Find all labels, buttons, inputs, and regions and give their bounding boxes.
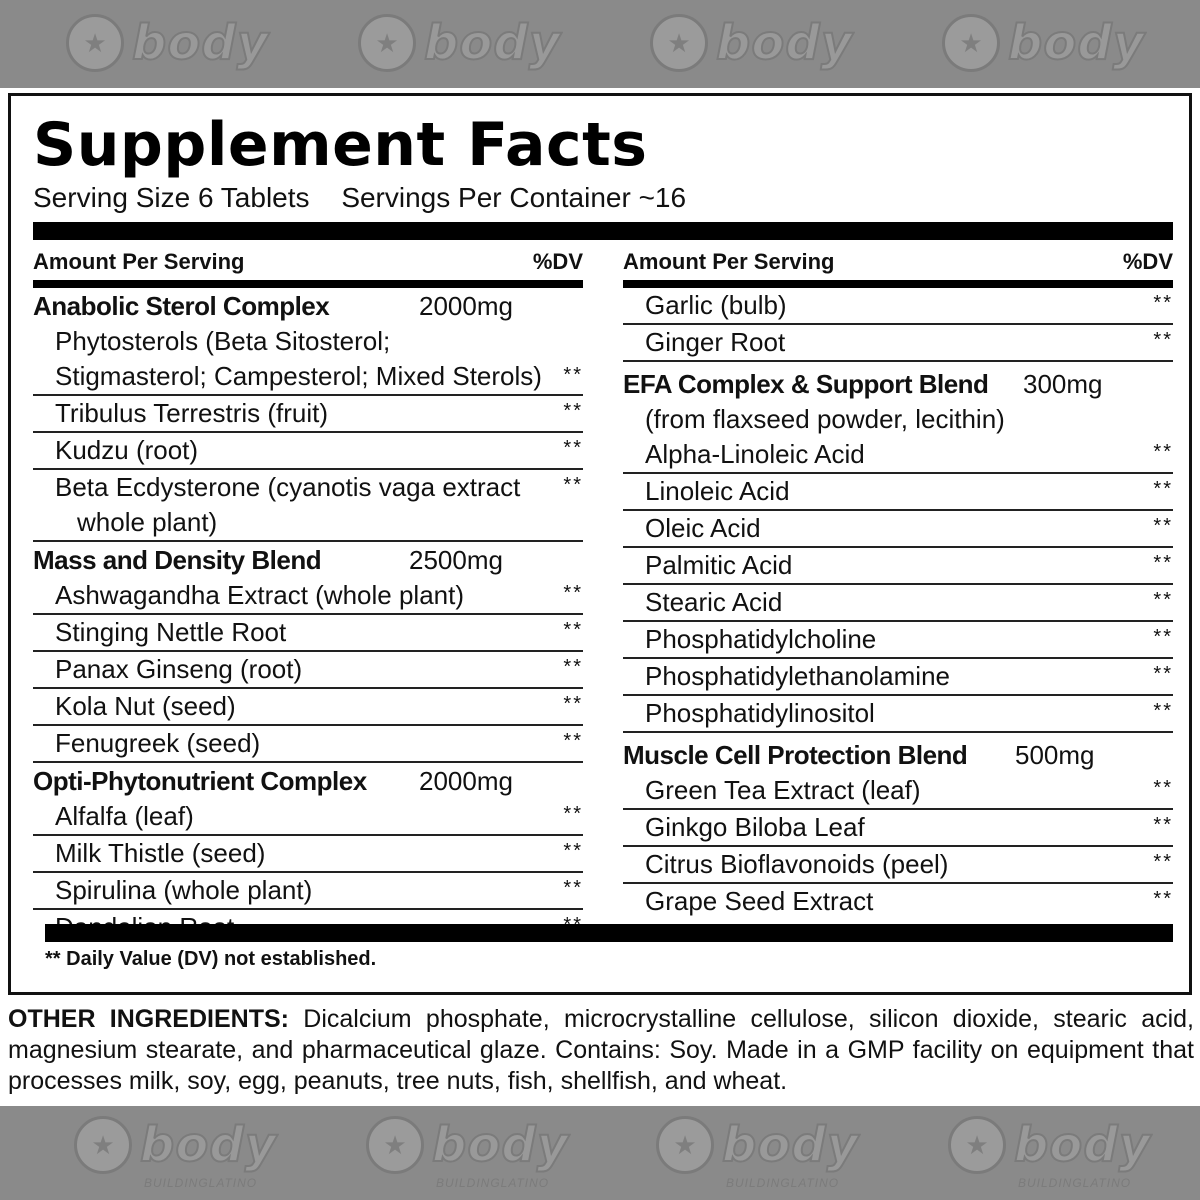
ingredient-row (623, 659, 1173, 696)
ingredient-name: Linoleic Acid (645, 476, 790, 506)
watermark-word: body (716, 15, 853, 71)
ingredient-name: Garlic (bulb) (645, 290, 787, 320)
dv-label: %DV (532, 249, 583, 274)
ingredient-name-line: Ashwagandha Extract (whole plant) (55, 580, 465, 610)
header-rule (623, 280, 1173, 288)
daily-value: ** (1153, 700, 1173, 722)
watermark-figure-icon: ★ (948, 1116, 1006, 1174)
watermark-figure-icon: ★ (358, 14, 416, 72)
serving-info (33, 182, 686, 214)
blend-name: EFA Complex & Support Blend (623, 368, 989, 399)
ingredient-name-line: Milk Thistle (seed) (55, 838, 266, 868)
ingredient-name (55, 396, 328, 431)
top-thick-rule (33, 222, 1173, 240)
ingredient-name-line: Tribulus Terrestris (fruit) (55, 398, 329, 428)
blend-amount: 300mg (1023, 368, 1103, 399)
ingredient-row (623, 622, 1173, 659)
ingredient-row (33, 726, 583, 763)
ingredient-row (33, 324, 583, 396)
watermark-logo (650, 14, 853, 72)
dv-label: %DV (1122, 249, 1173, 274)
blend-name: Mass and Density Blend (33, 544, 322, 575)
daily-value: ** (1153, 292, 1173, 314)
daily-value: ** (563, 693, 583, 715)
ingredient-row (623, 810, 1173, 847)
ingredient-name-line: Spirulina (whole plant) (55, 875, 313, 905)
ingredient-row (623, 437, 1173, 474)
watermark-word: body (424, 15, 561, 71)
ingredient-row (623, 288, 1173, 325)
ingredient-name-line: whole plant) (77, 507, 218, 537)
ingredient-row (33, 873, 583, 910)
watermark-logo (74, 1116, 277, 1190)
watermark-word: body (722, 1117, 859, 1173)
daily-value: ** (1153, 888, 1173, 910)
ingredient-name-line: Phytosterols (Beta Sitosterol; (55, 326, 391, 356)
servings-per-container: Servings Per Container ~16 (341, 182, 687, 213)
watermark-figure-icon: ★ (74, 1116, 132, 1174)
watermark-figure-icon: ★ (942, 14, 1000, 72)
ingredient-name-line: Kudzu (root) (55, 435, 199, 465)
ingredient-row (33, 578, 583, 615)
daily-value: ** (1153, 814, 1173, 836)
blend-amount: 500mg (1015, 739, 1095, 770)
ingredient-row (623, 884, 1173, 919)
ingredient-row (33, 396, 583, 433)
ingredient-row (623, 548, 1173, 585)
ingredient-row (33, 799, 583, 836)
amount-per-serving-label: Amount Per Serving (623, 249, 835, 274)
daily-value: ** (563, 400, 583, 422)
ingredient-name (55, 578, 464, 613)
watermark-subtitle: BUILDINGLATINO (144, 1176, 258, 1190)
ingredient-name-line: Fenugreek (seed) (55, 728, 261, 758)
watermark-figure-icon: ★ (650, 14, 708, 72)
ingredient-name: Oleic Acid (645, 513, 761, 543)
ingredient-name: Green Tea Extract (leaf) (645, 775, 921, 805)
ingredient-row (623, 585, 1173, 622)
ingredient-row (33, 836, 583, 873)
panel-title: Supplement Facts (33, 110, 648, 180)
ingredient-row (33, 470, 583, 542)
ingredient-row (33, 689, 583, 726)
ingredient-name (55, 470, 520, 540)
footnote: ** Daily Value (DV) not established. (45, 948, 377, 970)
watermark-figure-icon: ★ (366, 1116, 424, 1174)
daily-value: ** (1153, 515, 1173, 537)
blend-row (623, 366, 1173, 402)
ingredient-row (33, 652, 583, 689)
ingredient-name (55, 689, 236, 724)
watermark-bar-top (0, 0, 1200, 88)
ingredient-row (623, 511, 1173, 548)
other-ingredients-text: Dicalcium phosphate, microcrystalline cellulose, silicon dioxide, stearic acid, magnesium stearate, and pharmaceutical glaze. Contains: Soy. Made in a GMP facility on equipment that processes milk, soy, egg, peanuts, tree nuts, fish, shellfish, and wheat. (8, 1005, 1194, 1095)
blend-amount: 2000mg (419, 765, 513, 796)
watermark-word: body (1014, 1117, 1151, 1173)
ingredient-name (55, 873, 312, 908)
blend-name: Anabolic Sterol Complex (33, 290, 330, 321)
watermark-word: body (132, 15, 269, 71)
left-column-body (33, 288, 583, 945)
ingredient-name: Palmitic Acid (645, 550, 793, 580)
watermark-subtitle: BUILDINGLATINO (1018, 1176, 1132, 1190)
daily-value: ** (563, 877, 583, 899)
blend-amount: 2500mg (409, 544, 503, 575)
bottom-thick-rule (45, 924, 1173, 942)
ingredient-row (623, 474, 1173, 511)
blend-row (33, 542, 583, 578)
blend-amount: 2000mg (419, 290, 513, 321)
ingredient-name: Phosphatidylcholine (645, 624, 877, 654)
ingredient-name-line: Panax Ginseng (root) (55, 654, 303, 684)
watermark-word: body (432, 1117, 569, 1173)
other-ingredients (8, 1004, 1194, 1097)
ingredient-row (623, 325, 1173, 362)
column-header (33, 246, 583, 278)
ingredient-row (33, 615, 583, 652)
right-column (623, 246, 1173, 919)
ingredient-name (55, 324, 542, 394)
watermark-logo (656, 1116, 859, 1190)
ingredient-name: Ginkgo Biloba Leaf (645, 812, 865, 842)
ingredient-name: Ginger Root (645, 327, 786, 357)
daily-value: ** (563, 730, 583, 752)
ingredient-name: Phosphatidylethanolamine (645, 661, 950, 691)
daily-value: ** (1153, 441, 1173, 463)
watermark-logo (366, 1116, 569, 1190)
daily-value: ** (563, 656, 583, 678)
daily-value: ** (1153, 626, 1173, 648)
ingredient-name (55, 799, 194, 834)
ingredient-name (55, 726, 260, 761)
ingredient-name (55, 836, 265, 871)
daily-value: ** (563, 364, 583, 386)
daily-value: ** (1153, 478, 1173, 500)
ingredient-name: Stearic Acid (645, 587, 783, 617)
watermark-word: body (1008, 15, 1145, 71)
ingredient-name: Citrus Bioflavonoids (peel) (645, 849, 949, 879)
watermark-figure-icon: ★ (66, 14, 124, 72)
blend-row (33, 763, 583, 799)
blend-source-note: (from flaxseed powder, lecithin) (645, 404, 1005, 434)
ingredient-name (55, 615, 286, 650)
ingredient-name: Alpha-Linoleic Acid (645, 439, 865, 469)
blend-row (623, 737, 1173, 773)
daily-value: ** (1153, 851, 1173, 873)
ingredient-row (623, 847, 1173, 884)
ingredient-name (55, 433, 198, 468)
watermark-logo (66, 14, 269, 72)
amount-per-serving-label: Amount Per Serving (33, 249, 245, 274)
daily-value: ** (1153, 329, 1173, 351)
ingredient-name-line: Stinging Nettle Root (55, 617, 287, 647)
left-column (33, 246, 583, 945)
ingredient-name: Phosphatidylinositol (645, 698, 875, 728)
daily-value: ** (563, 474, 583, 496)
blend-name: Opti-Phytonutrient Complex (33, 765, 367, 796)
blend-name: Muscle Cell Protection Blend (623, 739, 968, 770)
daily-value: ** (1153, 589, 1173, 611)
serving-size: Serving Size 6 Tablets (33, 182, 310, 213)
ingredient-name (55, 652, 302, 687)
ingredient-name-line: Alfalfa (leaf) (55, 801, 194, 831)
watermark-logo (942, 14, 1145, 72)
daily-value: ** (1153, 777, 1173, 799)
ingredient-name-line: Kola Nut (seed) (55, 691, 236, 721)
watermark-subtitle: BUILDINGLATINO (726, 1176, 840, 1190)
daily-value: ** (563, 619, 583, 641)
daily-value: ** (563, 582, 583, 604)
watermark-bar-bottom (0, 1106, 1200, 1200)
right-column-body (623, 288, 1173, 919)
ingredient-name-line: Beta Ecdysterone (cyanotis vaga extract (55, 472, 521, 502)
daily-value: ** (563, 803, 583, 825)
ingredient-name: Grape Seed Extract (645, 886, 874, 916)
daily-value: ** (1153, 663, 1173, 685)
ingredient-row (623, 696, 1173, 733)
header-rule (33, 280, 583, 288)
ingredient-row (33, 433, 583, 470)
supplement-facts-panel (8, 93, 1192, 995)
watermark-logo (948, 1116, 1151, 1190)
watermark-subtitle: BUILDINGLATINO (436, 1176, 550, 1190)
ingredient-name-line: Stigmasterol; Campesterol; Mixed Sterols) (55, 361, 542, 391)
daily-value: ** (563, 437, 583, 459)
column-header (623, 246, 1173, 278)
daily-value: ** (563, 840, 583, 862)
ingredient-row (623, 773, 1173, 810)
watermark-logo (358, 14, 561, 72)
watermark-word: body (140, 1117, 277, 1173)
daily-value: ** (1153, 552, 1173, 574)
blend-row (33, 288, 583, 324)
watermark-figure-icon: ★ (656, 1116, 714, 1174)
other-ingredients-label: OTHER INGREDIENTS: (8, 1005, 289, 1033)
